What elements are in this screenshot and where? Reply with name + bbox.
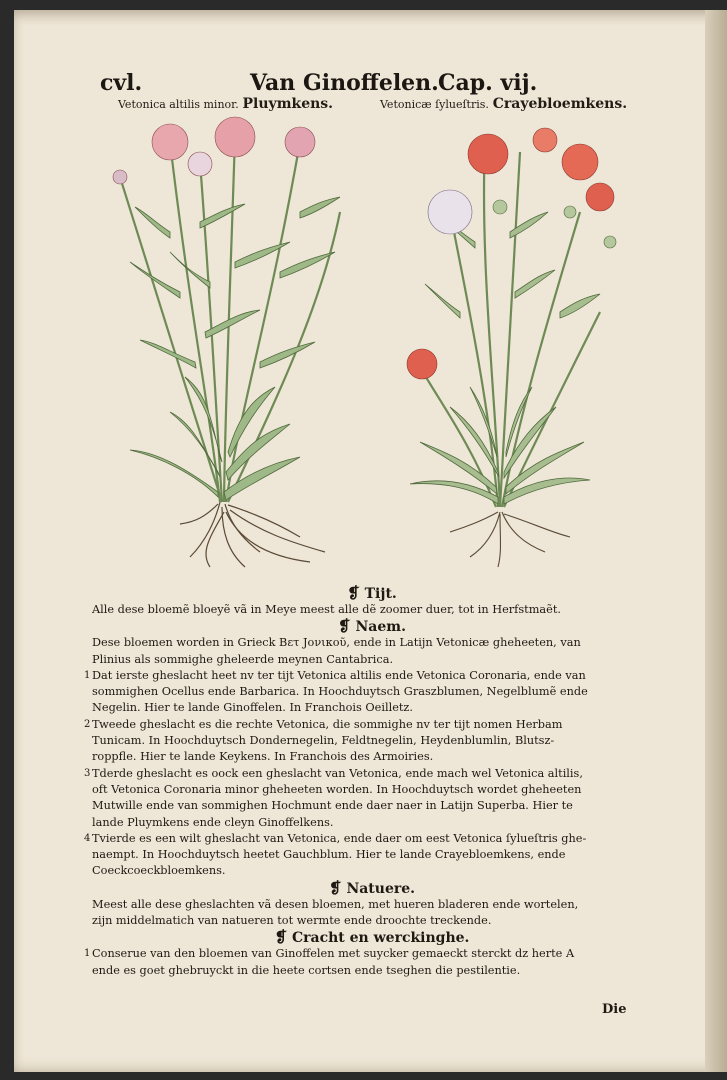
pink-flower-head (152, 124, 188, 160)
right-plant-caption (380, 96, 627, 112)
left-latin-name: Vetonica altilis minor. (118, 98, 239, 111)
text-line: 1 Conserue van den bloemen van Ginoffelen met suycker gemaeckt sterckt dz herte A (92, 946, 652, 962)
item-number: 1 (84, 669, 91, 681)
red-flower-head (562, 144, 598, 180)
text-line: 2 Tweede gheslacht es die rechte Vetonica, die sommighe nv ter tijt nomen Herbam (92, 717, 652, 733)
chapter-number: Cap. vij. (438, 70, 538, 96)
white-flower-head (428, 190, 472, 234)
section-heading-tijt: ❡ Tijt. (347, 584, 397, 602)
text-line: naempt. In Hoochduytsch heetet Gauchblum. Hier te lande Crayebloemkens, ende (92, 848, 566, 862)
red-flower-head (407, 349, 437, 379)
page-header (100, 70, 640, 96)
pink-flower-head (285, 127, 315, 157)
text-line: lande Pluymkens ende cleyn Ginoffelkens. (92, 815, 334, 829)
red-flower-head (586, 183, 614, 211)
item-number: 2 (84, 718, 91, 730)
item-number: 3 (84, 767, 91, 779)
left-plant-flowers (113, 117, 315, 184)
chapter-title: Van Ginoffelen. (250, 70, 439, 96)
section-heading-naem: ❡ Naem. (338, 617, 406, 636)
pink-flower-head (215, 117, 255, 157)
pilcrow-icon: ❡ (328, 878, 342, 897)
section-heading-natuere: ❡ Natuere. (328, 878, 416, 897)
pilcrow-icon: ❡ (347, 584, 360, 602)
text-line: oft Vetonica Coronaria minor gheheeten worden. In Hoochduytsch wordet gheheeten (92, 782, 582, 796)
item-number: 1 (84, 948, 91, 960)
catchword: Die (602, 1002, 627, 1017)
pale-flower-head (188, 152, 212, 176)
text-line: Mutwille ende van sommighen Hochmunt ende daer naer in Latijn Superba. Hier te (92, 799, 573, 813)
red-flower-head (533, 128, 557, 152)
left-plant-roots (180, 502, 325, 567)
right-plant-roots (450, 512, 570, 567)
text-line: Meest alle dese gheslachten vã desen bloemen, met hueren bladeren ende wortelen, (92, 897, 579, 911)
green-flower-bud (493, 200, 507, 214)
text-line: Plinius als sommighe gheleerde meynen Cantabrica. (92, 652, 394, 666)
text-line: Tunicam. In Hoochduytsch Dondernegelin, Feldtnegelin, Heydenblumlin, Blutsz- (92, 734, 555, 748)
text-line: ende es goet ghebruyckt in die heete cortsen ende tseghen die pestilentie. (92, 963, 521, 977)
text-line: sommighen Ocellus ende Barbarica. In Hoochduytsch Graszblumen, Negelblumẽ ende (92, 685, 588, 699)
right-plant-illustration (407, 128, 616, 567)
text-line: Alle dese bloemẽ bloeyẽ vã in Meye meest alle dẽ zoomer duer, tot in Herfstmaẽt. (92, 603, 561, 616)
left-vernacular-name: Pluymkens. (242, 96, 334, 112)
left-plant-illustration (113, 117, 340, 567)
text-line: 4 Tvierde es een wilt gheslacht van Vetonica, ende daer om eest Vetonica ſylueſtris ghe- (92, 831, 652, 847)
body-text (84, 584, 652, 979)
section-heading-cracht: ❡ Cracht en werckinghe. (274, 928, 470, 947)
green-flower-bud (564, 206, 576, 218)
folio-number: cvl. (100, 70, 143, 96)
pilcrow-icon: ❡ (274, 928, 288, 947)
right-plant-leaves (410, 212, 600, 504)
left-plant-caption (118, 96, 333, 112)
pale-flower-bud (113, 170, 127, 184)
pilcrow-icon: ❡ (338, 617, 351, 636)
item-number: 4 (84, 832, 91, 844)
right-vernacular-name: Crayebloemkens. (492, 96, 628, 112)
text-line: roppfle. Hier te lande Keykens. In Franchois des Armoiries. (92, 750, 434, 764)
botanical-woodcut-illustration (100, 112, 660, 582)
green-flower-bud (604, 236, 616, 248)
red-flower-head (468, 134, 508, 174)
text-line: Negelin. Hier te lande Ginoffelen. In Franchois Oeilletz. (92, 701, 413, 715)
page-edge (705, 10, 727, 1072)
text-line: 3 Tderde gheslacht es oock een gheslacht van Vetonica, ende mach wel Vetonica altilis, (92, 766, 652, 782)
text-line: zijn middelmatich van natueren tot wermte ende droochte treckende. (92, 914, 492, 928)
text-line: Dese bloemen worden in Grieck Βετ Jονικοῦ, ende in Latijn Vetonicæ gheheeten, van (92, 636, 581, 650)
text-line: Coeckcoeckbloemkens. (92, 864, 226, 878)
right-latin-name: Vetonicæ ſylueſtris. (380, 98, 489, 111)
text-line: 1 Dat ierste gheslacht heet nv ter tijt Vetonica altilis ende Vetonica Coronaria, ende van (92, 668, 652, 684)
